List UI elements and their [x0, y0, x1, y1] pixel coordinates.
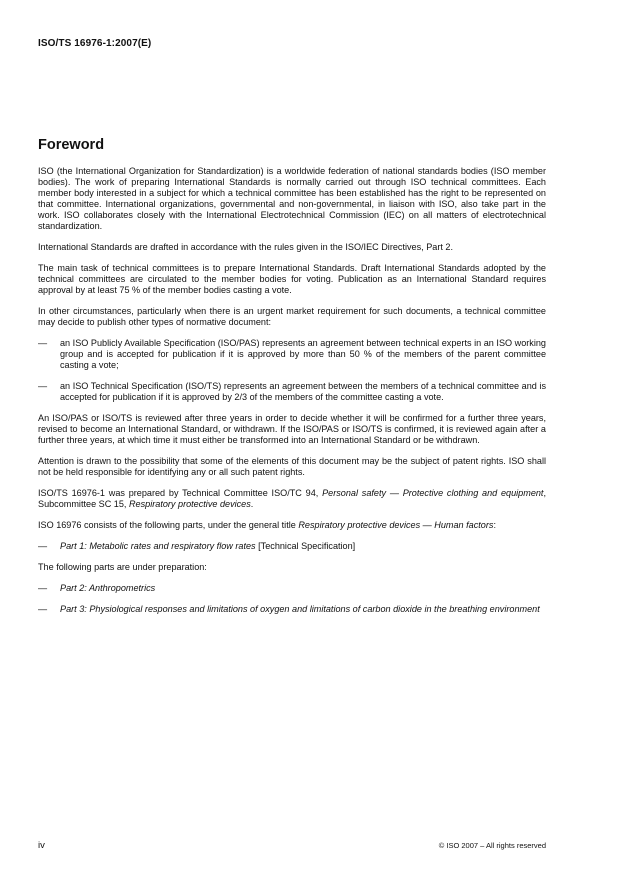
foreword-body: [38, 166, 546, 625]
paragraph-iso-intro: ISO (the International Organization for Standardization) is a worldwide federation of national standards bodies (ISO member bodies). The work of preparing International Standards is normally carried out through ISO technical committees. Each member body interested in a subject for which a technical committee has been established has the right to be represented on that committee. International organizations, governmental and non-governmental, in liaison with ISO, also take part in the work. ISO collaborates closely with the International Electrotechnical Commission (IEC) on all matters of electrotechnical standardization.: [38, 166, 546, 231]
list-item-text: an ISO Publicly Available Specification (ISO/PAS) represents an agreement between technical experts in an ISO working group and is accepted for publication if it is approved by more than 50 % of the members of the parent committee casting a vote;: [60, 338, 546, 370]
part-suffix: [Technical Specification]: [255, 541, 356, 551]
copyright-notice: © ISO 2007 – All rights reserved: [438, 841, 546, 850]
document-id: ISO/TS 16976-1:2007(E): [38, 38, 152, 49]
paragraph-in-preparation: The following parts are under preparation:: [38, 562, 207, 572]
paragraph-prepared-by: ISO/TS 16976-1 was prepared by Technical Committee ISO/TC 94, Personal safety — Protective clothing and equipment, Subcommittee SC 15, Respiratory protective devices.: [38, 488, 546, 509]
list-item-part-2: [38, 583, 546, 594]
paragraph-patent: Attention is drawn to the possibility that some of the elements of this document may be the subject of patent rights. ISO shall not be held responsible for identifying any or all such patent rights.: [38, 456, 546, 477]
dash-bullet: —: [38, 381, 48, 391]
page-title: Foreword: [38, 137, 105, 153]
paragraph-main-task: The main task of technical committees is to prepare International Standards. Draft International Standards adopted by the technical committees are circulated to the member bodies for voting. Publication as an International Standard requires approval by at least 75 % of the member bodies casting a vote.: [38, 263, 546, 295]
list-item-iso-pas: [38, 338, 546, 371]
part-title: Part 2: Anthropometrics: [60, 583, 156, 593]
part-title: Part 3: Physiological responses and limitations of oxygen and limitations of carbon dioxide in the breathing environment: [60, 604, 540, 614]
dash-bullet: —: [38, 604, 48, 614]
dash-bullet: —: [38, 338, 48, 348]
paragraph-review: An ISO/PAS or ISO/TS is reviewed after three years in order to decide whether it will be confirmed for a further three years, revised to become an International Standard, or withdrawn. If the ISO/PAS or ISO/TS is confirmed, it is reviewed again after a further three years, at which time it must either be transformed into an International Standard or be withdrawn.: [38, 413, 546, 445]
list-item-text: an ISO Technical Specification (ISO/TS) represents an agreement between the members of a technical committee and is accepted for publication if it is approved by 2/3 of the members of the committee casting a vote.: [60, 381, 546, 402]
paragraph-other-circumstances: In other circumstances, particularly when there is an urgent market requirement for such documents, a technical committee may decide to publish other types of normative document:: [38, 306, 546, 327]
part-title: Part 1: Metabolic rates and respiratory flow rates: [60, 541, 256, 551]
dash-bullet: —: [38, 583, 48, 593]
dash-bullet: —: [38, 541, 48, 551]
paragraph-directives: International Standards are drafted in accordance with the rules given in the ISO/IEC Directives, Part 2.: [38, 242, 453, 252]
list-item-part-3: [38, 604, 546, 615]
page-number: iv: [38, 840, 45, 851]
paragraph-parts: ISO 16976 consists of the following parts, under the general title Respiratory protective devices — Human factors:: [38, 520, 496, 530]
list-item-part-1: [38, 541, 546, 552]
list-item-iso-ts: [38, 381, 546, 403]
